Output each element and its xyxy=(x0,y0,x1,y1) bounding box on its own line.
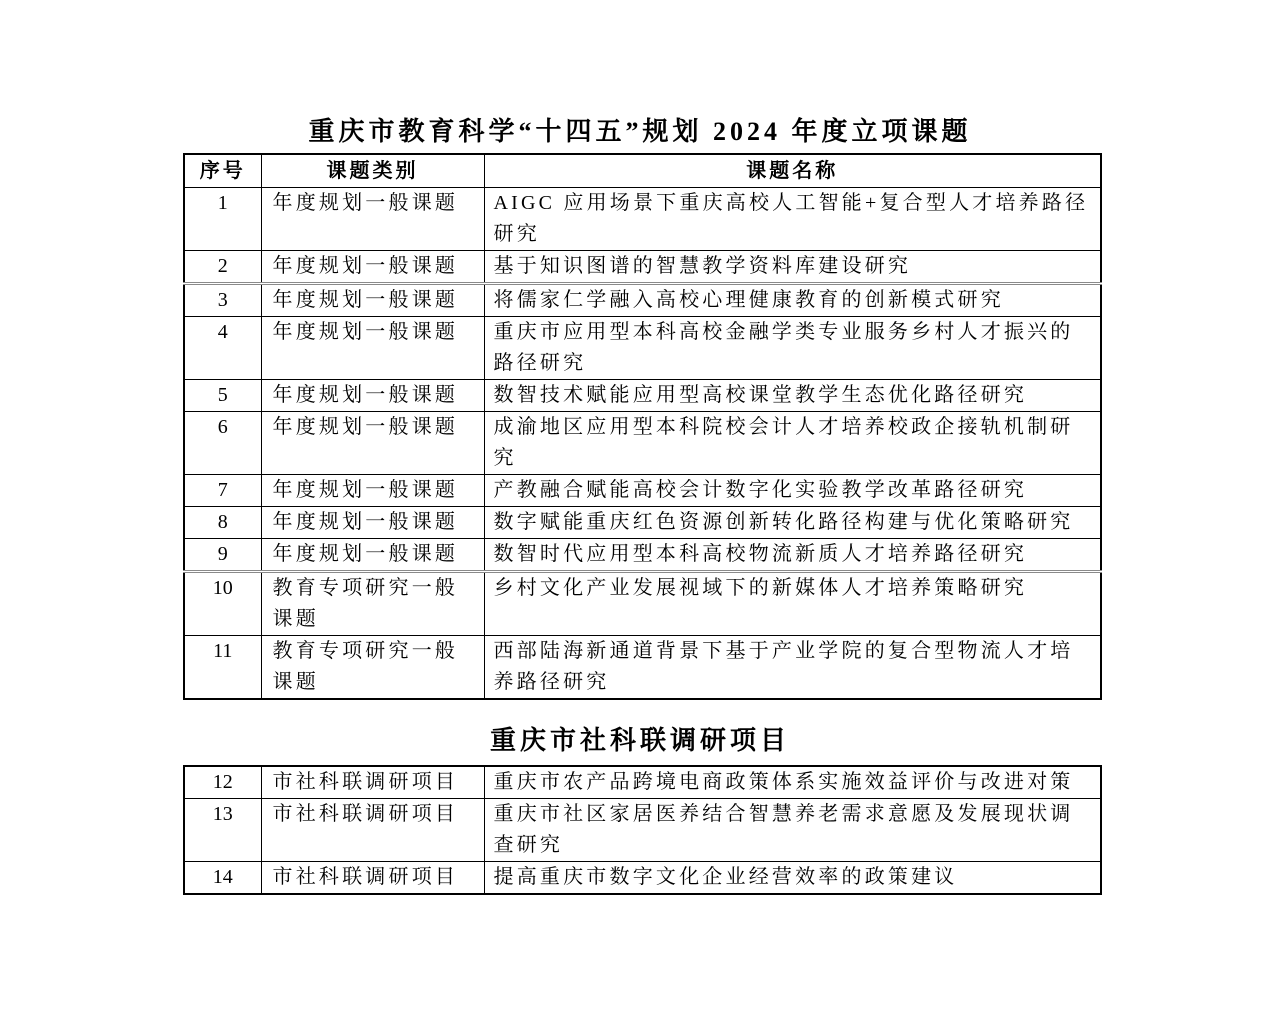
project-name-cell: 提高重庆市数字文化企业经营效率的政策建议 xyxy=(484,862,1101,895)
category-cell: 年度规划一般课题 xyxy=(261,380,484,412)
category-cell: 年度规划一般课题 xyxy=(261,317,484,380)
section1-title: 重庆市教育科学“十四五”规划 2024 年度立项课题 xyxy=(308,117,972,146)
category-cell: 年度规划一般课题 xyxy=(261,507,484,539)
header-cell-name: 课题名称 xyxy=(484,154,1101,188)
row-number-cell: 12 xyxy=(184,766,261,799)
header-row xyxy=(184,154,1101,188)
project-name-cell: 重庆市社区家居医养结合智慧养老需求意愿及发展现状调查研究 xyxy=(484,799,1101,862)
category-cell: 年度规划一般课题 xyxy=(261,284,484,317)
table-row xyxy=(184,507,1101,539)
category-cell: 年度规划一般课题 xyxy=(261,539,484,572)
project-name-cell: 将儒家仁学融入高校心理健康教育的创新模式研究 xyxy=(484,284,1101,317)
projects-table xyxy=(183,153,1102,700)
projects-table-body xyxy=(184,188,1101,700)
row-number-cell: 5 xyxy=(184,380,261,412)
table-row xyxy=(184,862,1101,895)
header-cell-no: 序号 xyxy=(184,154,261,188)
survey-table xyxy=(183,765,1102,895)
category-cell: 年度规划一般课题 xyxy=(261,475,484,507)
category-cell: 年度规划一般课题 xyxy=(261,412,484,475)
project-name-cell: 产教融合赋能高校会计数字化实验教学改革路径研究 xyxy=(484,475,1101,507)
project-name-cell: 数智时代应用型本科高校物流新质人才培养路径研究 xyxy=(484,539,1101,572)
row-number-cell: 9 xyxy=(184,539,261,572)
row-number-cell: 8 xyxy=(184,507,261,539)
table-row xyxy=(184,766,1101,799)
table-row xyxy=(184,188,1101,251)
projects-table-header xyxy=(184,154,1101,188)
row-number-cell: 11 xyxy=(184,636,261,700)
project-name-cell: 数字赋能重庆红色资源创新转化路径构建与优化策略研究 xyxy=(484,507,1101,539)
project-name-cell: 成渝地区应用型本科院校会计人才培养校政企接轨机制研究 xyxy=(484,412,1101,475)
category-cell: 教育专项研究一般课题 xyxy=(261,572,484,636)
section2-title: 重庆市社科联调研项目 xyxy=(489,726,790,755)
project-name-cell: 数智技术赋能应用型高校课堂教学生态优化路径研究 xyxy=(484,380,1101,412)
category-cell: 市社科联调研项目 xyxy=(261,799,484,862)
category-cell: 教育专项研究一般课题 xyxy=(261,636,484,700)
category-cell: 年度规划一般课题 xyxy=(261,188,484,251)
row-number-cell: 2 xyxy=(184,251,261,284)
row-number-cell: 4 xyxy=(184,317,261,380)
row-number-cell: 10 xyxy=(184,572,261,636)
table-row xyxy=(184,412,1101,475)
header-cell-category: 课题类别 xyxy=(261,154,484,188)
category-cell: 年度规划一般课题 xyxy=(261,251,484,284)
row-number-cell: 3 xyxy=(184,284,261,317)
category-cell: 市社科联调研项目 xyxy=(261,766,484,799)
table-row xyxy=(184,284,1101,317)
row-number-cell: 6 xyxy=(184,412,261,475)
project-name-cell: 西部陆海新通道背景下基于产业学院的复合型物流人才培养路径研究 xyxy=(484,636,1101,700)
row-number-cell: 1 xyxy=(184,188,261,251)
row-number-cell: 7 xyxy=(184,475,261,507)
table-row xyxy=(184,799,1101,862)
table-row xyxy=(184,539,1101,572)
table-row xyxy=(184,475,1101,507)
table-row xyxy=(184,636,1101,700)
project-name-cell: AIGC 应用场景下重庆高校人工智能+复合型人才培养路径研究 xyxy=(484,188,1101,251)
project-name-cell: 重庆市应用型本科高校金融学类专业服务乡村人才振兴的路径研究 xyxy=(484,317,1101,380)
table-row xyxy=(184,572,1101,636)
project-name-cell: 基于知识图谱的智慧教学资料库建设研究 xyxy=(484,251,1101,284)
project-name-cell: 重庆市农产品跨境电商政策体系实施效益评价与改进对策 xyxy=(484,766,1101,799)
table-row xyxy=(184,251,1101,284)
table-row xyxy=(184,317,1101,380)
row-number-cell: 13 xyxy=(184,799,261,862)
category-cell: 市社科联调研项目 xyxy=(261,862,484,895)
survey-table-body xyxy=(184,766,1101,894)
table-row xyxy=(184,380,1101,412)
row-number-cell: 14 xyxy=(184,862,261,895)
project-name-cell: 乡村文化产业发展视域下的新媒体人才培养策略研究 xyxy=(484,572,1101,636)
